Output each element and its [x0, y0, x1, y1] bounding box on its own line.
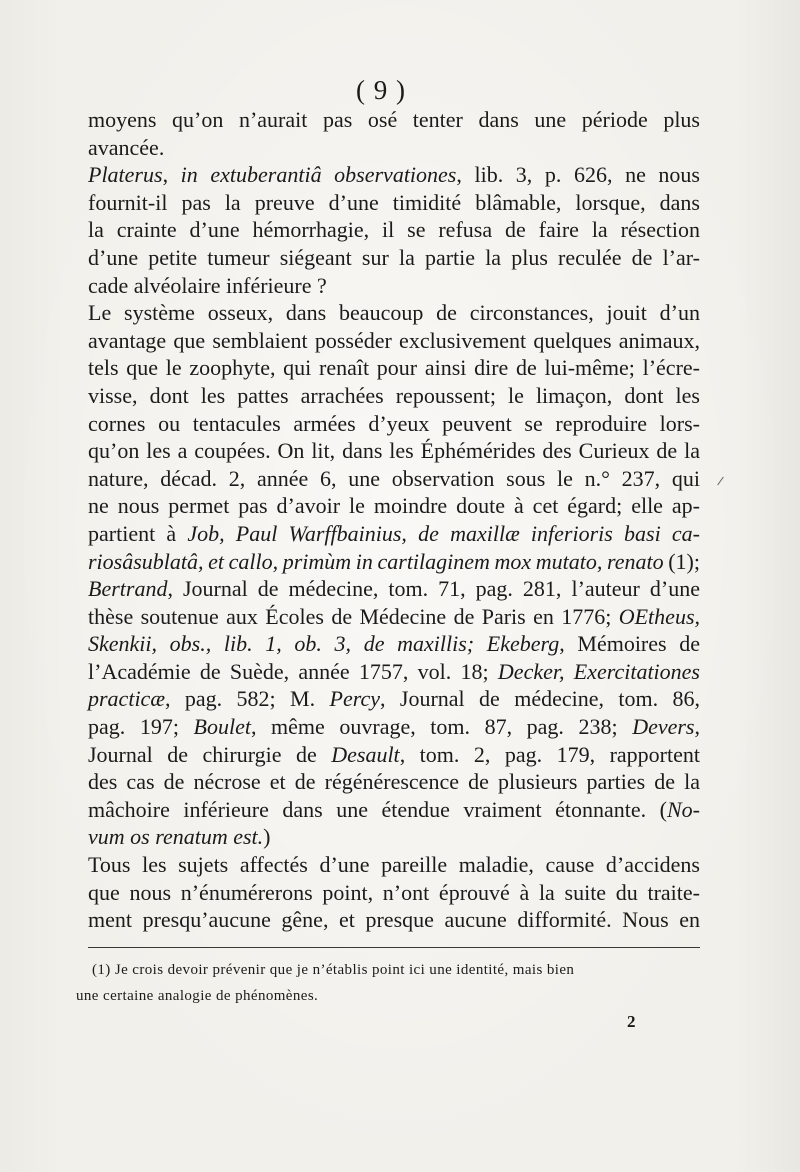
- line-content: [88, 189, 700, 217]
- line-content: [88, 823, 271, 851]
- text-run: que nous n’énumérerons point, n’ont éprouvé à la suite du traite-: [88, 879, 700, 905]
- paragraph: [88, 851, 700, 934]
- text-line: [88, 575, 700, 603]
- text-line: [76, 984, 700, 1010]
- italic-run: Bertrand: [88, 576, 168, 602]
- text-line: [88, 189, 700, 217]
- line-content: [92, 958, 574, 984]
- text-run: visse, dont les pattes arrachées repoussent; le limaçon, dont les: [88, 382, 700, 408]
- text-run: , pag. 582; M.: [165, 686, 330, 712]
- text-run: cornes ou tentacules armées d’yeux peuvent se reproduire lors-: [88, 410, 700, 436]
- line-content: [88, 492, 700, 520]
- italic-run: Platerus: [88, 162, 163, 188]
- text-line: [88, 741, 700, 769]
- line-content: [88, 906, 700, 934]
- line-content: [88, 327, 700, 355]
- italic-run: in extuberantiâ observationes: [180, 162, 457, 188]
- text-run: des cas de nécrose et de régénérescence de plusieurs parties de la: [88, 769, 700, 795]
- italic-run: Boulet: [193, 714, 251, 740]
- line-content: [88, 410, 700, 438]
- line-content: [88, 272, 327, 300]
- line-content: [88, 244, 700, 272]
- text-run: ment presqu’aucune gêne, et presque aucune difformité. Nous en: [88, 907, 700, 933]
- text-run: cade alvéolaire inférieure ?: [88, 272, 327, 298]
- text-run: Journal de chirurgie de: [88, 741, 332, 767]
- text-run: mâchoire inférieure dans une étendue vraiment étonnante. (: [88, 796, 667, 822]
- text-run: qu’on les a coupées. On lit, dans les Éphémérides des Curieux de la: [88, 438, 700, 464]
- text-line: [88, 658, 700, 686]
- text-line: [88, 685, 700, 713]
- line-content: [88, 216, 700, 244]
- italic-run: practicæ: [88, 686, 165, 712]
- line-content: [88, 465, 700, 493]
- text-run: moyens qu’on n’aurait pas osé tenter dans une période plus: [88, 107, 700, 132]
- line-content: [88, 134, 164, 162]
- text-run: une certaine analogie de phénomènes.: [76, 987, 319, 1004]
- italic-run: No-: [667, 796, 700, 822]
- text-line: [88, 823, 700, 851]
- text-run: , tom. 2, pag. 179, rapportent: [399, 741, 700, 767]
- text-run: thèse soutenue aux Écoles de Médecine de Paris en 1776;: [88, 603, 619, 629]
- text-line: [76, 958, 700, 984]
- text-run: partient à: [88, 520, 188, 546]
- text-run: ): [263, 824, 271, 850]
- text-run: la crainte d’une hémorrhagie, il se refusa de faire la résection: [88, 217, 700, 243]
- text-run: nature, décad. 2, année 6, une observation sous le n.° 237, qui: [88, 465, 700, 491]
- text-run: (1) Je crois devoir prévenir que je n’établis point ici une identité, mais bien: [92, 962, 575, 978]
- text-line: [88, 272, 700, 300]
- italic-run: Percy: [329, 686, 380, 712]
- text-line: [88, 134, 700, 162]
- text-run: d’une petite tumeur siégeant sur la partie la plus reculée de l’ar-: [88, 244, 700, 270]
- italic-run: Decker, Exercitationes: [497, 658, 700, 684]
- text-line: [88, 354, 700, 382]
- line-content: [88, 548, 700, 576]
- text-line: [88, 713, 700, 741]
- text-run: , lib. 3, p. 626, ne nous: [456, 162, 700, 188]
- text-line: [88, 382, 700, 410]
- line-content: [88, 575, 700, 603]
- text-line: [88, 161, 700, 189]
- line-content: [88, 161, 700, 189]
- line-content: [88, 741, 700, 769]
- text-run: , même ouvrage, tom. 87, pag. 238;: [250, 714, 633, 740]
- italic-run: Devers: [632, 714, 695, 740]
- text-run: , Mémoires de: [559, 631, 700, 657]
- line-content: [88, 879, 700, 907]
- footnote: [76, 958, 700, 1009]
- text-line: [88, 410, 700, 438]
- line-content: [88, 796, 700, 824]
- italic-run: Skenkii, obs., lib. 1, ob. 3, de maxillis;: [88, 631, 487, 657]
- italic-run: Ekeberg: [486, 631, 560, 657]
- text-line: [88, 244, 700, 272]
- text-run: (1);: [663, 548, 700, 574]
- text-line: [88, 851, 700, 879]
- text-line: [88, 216, 700, 244]
- text-run: , Journal de médecine, tom. 86,: [380, 686, 700, 712]
- line-content: [88, 851, 700, 879]
- text-line: [88, 520, 700, 548]
- line-content: [88, 603, 700, 631]
- line-content: [88, 713, 700, 741]
- text-run: fournit-il pas la preuve d’une timidité blâmable, lorsque, dans: [88, 189, 700, 215]
- text-run: Le système osseux, dans beaucoup de circonstances, jouit d’un: [88, 300, 700, 326]
- text-line: [88, 106, 700, 134]
- text-run: avantage que semblaient posséder exclusivement quelques animaux,: [88, 327, 700, 353]
- text-line: [88, 879, 700, 907]
- text-run: l’Académie de Suède, année 1757, vol. 18;: [88, 658, 498, 684]
- text-line: [88, 492, 700, 520]
- text-run: avancée.: [88, 134, 165, 160]
- text-line: [88, 603, 700, 631]
- page-number: ( 9 ): [356, 75, 406, 105]
- text-line: [88, 299, 700, 327]
- italic-run: OEtheus,: [618, 603, 700, 629]
- line-content: [88, 630, 700, 658]
- text-line: [88, 796, 700, 824]
- line-content: [88, 382, 700, 410]
- text-line: [88, 437, 700, 465]
- italic-run: Job, Paul Warffbainius, de maxillæ inferioris basi ca-: [187, 520, 700, 546]
- line-content: [88, 658, 700, 686]
- line-content: [88, 685, 700, 713]
- line-content: [88, 299, 700, 327]
- italic-run: vum os renatum est.: [88, 824, 264, 850]
- paragraph: [88, 299, 700, 851]
- text-run: pag. 197;: [88, 714, 194, 740]
- text-run: ,: [694, 714, 700, 740]
- text-line: [88, 768, 700, 796]
- line-content: [76, 984, 318, 1010]
- text-run: ,: [162, 162, 181, 188]
- text-line: [88, 327, 700, 355]
- line-content: [88, 106, 700, 134]
- line-content: [88, 437, 700, 465]
- text-line: [88, 465, 700, 493]
- text-run: , Journal de médecine, tom. 71, pag. 281, l’auteur d’une: [167, 576, 700, 602]
- line-content: [88, 354, 700, 382]
- italic-run: riosâsublatâ, et callo, primùm in cartilaginem mox mutato, renato: [88, 548, 664, 574]
- italic-run: Desault: [331, 741, 400, 767]
- line-content: [88, 768, 700, 796]
- text-line: [88, 548, 700, 576]
- text-run: tels que le zoophyte, qui renaît pour ainsi dire de lui-même; l’écre-: [88, 355, 700, 381]
- text-run: Tous les sujets affectés d’une pareille maladie, cause d’accidens: [88, 852, 700, 878]
- text-line: [88, 906, 700, 934]
- text-line: [88, 630, 700, 658]
- stray-pencil-mark: [717, 477, 724, 486]
- paragraph: [88, 106, 700, 161]
- text-run: ne nous permet pas d’avoir le moindre doute à cet égard; elle ap-: [88, 493, 700, 519]
- body-text: [88, 106, 700, 934]
- line-content: [88, 520, 700, 548]
- footnote-rule: [88, 947, 700, 948]
- signature-mark: 2: [627, 1012, 636, 1031]
- paragraph: [88, 161, 700, 299]
